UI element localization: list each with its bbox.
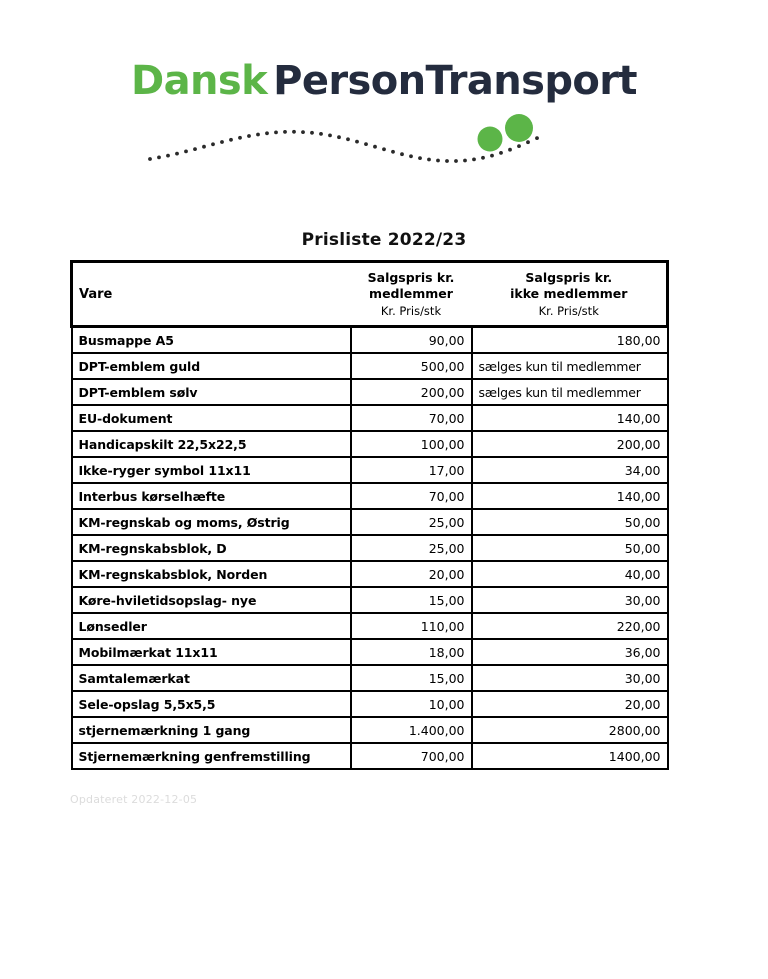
cell-item-name: EU-dokument: [72, 405, 351, 431]
column-header-member-line2: medlemmer: [369, 285, 453, 301]
column-header-vare-label: Vare: [79, 286, 113, 302]
cell-member-price: 10,00: [351, 691, 472, 717]
column-header-member-unit: Kr. Pris/stk: [380, 303, 442, 318]
cell-item-name: KM-regnskabsblok, Norden: [72, 561, 351, 587]
table-row: [72, 587, 668, 613]
cell-member-price: 200,00: [351, 379, 472, 405]
column-header-member-price: [351, 262, 472, 327]
table-row: [72, 431, 668, 457]
cell-member-price: 70,00: [351, 405, 472, 431]
cell-nonmember-price: 36,00: [472, 639, 668, 665]
table-head: [72, 262, 668, 327]
cell-nonmember-price: 200,00: [472, 431, 668, 457]
cell-item-name: Sele-opslag 5,5x5,5: [72, 691, 351, 717]
table-header-row: [72, 262, 668, 327]
table-row: [72, 561, 668, 587]
cell-member-price: 15,00: [351, 665, 472, 691]
column-header-nonmember-line1: Salgspris kr.: [525, 269, 613, 285]
table-row: [72, 743, 668, 769]
table-row: [72, 379, 668, 405]
cell-member-price: 25,00: [351, 535, 472, 561]
cell-item-name: Lønsedler: [72, 613, 351, 639]
cell-nonmember-price: 220,00: [472, 613, 668, 639]
cell-nonmember-price: 30,00: [472, 665, 668, 691]
cell-item-name: Samtalemærkat: [72, 665, 351, 691]
cell-item-name: Stjernemærkning genfremstilling: [72, 743, 351, 769]
dotted-wave-icon: [148, 113, 548, 177]
cell-item-name: stjernemærkning 1 gang: [72, 717, 351, 743]
cell-nonmember-price: 40,00: [472, 561, 668, 587]
column-header-nonmember-price: [472, 262, 668, 327]
cell-member-price: 20,00: [351, 561, 472, 587]
green-circle-icon: [505, 114, 533, 142]
table-row: [72, 327, 668, 354]
cell-item-name: Handicapskilt 22,5x22,5: [72, 431, 351, 457]
cell-nonmember-price: 20,00: [472, 691, 668, 717]
cell-nonmember-price: 30,00: [472, 587, 668, 613]
cell-nonmember-price: 50,00: [472, 535, 668, 561]
green-circle-icon: [478, 127, 503, 152]
logo-word-dansk: Dansk: [131, 58, 268, 104]
cell-member-price: 700,00: [351, 743, 472, 769]
cell-member-price: 17,00: [351, 457, 472, 483]
column-header-member-line1: Salgspris kr.: [367, 269, 455, 285]
cell-item-name: KM-regnskabsblok, D: [72, 535, 351, 561]
brand-logo: [0, 58, 768, 178]
cell-member-price: 1.400,00: [351, 717, 472, 743]
cell-member-price: 18,00: [351, 639, 472, 665]
cell-member-price: 15,00: [351, 587, 472, 613]
cell-nonmember-price: 140,00: [472, 405, 668, 431]
cell-item-name: Mobilmærkat 11x11: [72, 639, 351, 665]
cell-nonmember-price: 1400,00: [472, 743, 668, 769]
price-list-table-container: [70, 260, 666, 770]
logo-word-person: Person: [273, 58, 426, 104]
table-row: [72, 691, 668, 717]
column-header-nonmember-unit: Kr. Pris/stk: [538, 303, 599, 318]
updated-timestamp: Opdateret 2022-12-05: [70, 793, 198, 806]
cell-item-name: Busmappe A5: [72, 327, 351, 354]
table-row: [72, 483, 668, 509]
cell-nonmember-price: 50,00: [472, 509, 668, 535]
cell-item-name: Interbus kørselhæfte: [72, 483, 351, 509]
cell-item-name: DPT-emblem sølv: [72, 379, 351, 405]
cell-item-name: DPT-emblem guld: [72, 353, 351, 379]
table-row: [72, 717, 668, 743]
cell-nonmember-note: sælges kun til medlemmer: [472, 353, 668, 379]
cell-member-price: 25,00: [351, 509, 472, 535]
cell-item-name: Køre-hviletidsopslag- nye: [72, 587, 351, 613]
cell-member-price: 90,00: [351, 327, 472, 354]
column-header-nonmember-line2: ikke medlemmer: [510, 285, 628, 301]
cell-member-price: 70,00: [351, 483, 472, 509]
cell-member-price: 110,00: [351, 613, 472, 639]
table-row: [72, 639, 668, 665]
table-row: [72, 613, 668, 639]
logo-word-transport: Transport: [425, 58, 637, 104]
cell-nonmember-price: 2800,00: [472, 717, 668, 743]
page-title: Prisliste 2022/23: [301, 230, 467, 250]
table-row: [72, 457, 668, 483]
cell-item-name: Ikke-ryger symbol 11x11: [72, 457, 351, 483]
logo-wordmark: [0, 58, 768, 104]
table-row: [72, 353, 668, 379]
table-row: [72, 535, 668, 561]
cell-nonmember-price: 34,00: [472, 457, 668, 483]
cell-member-price: 500,00: [351, 353, 472, 379]
cell-member-price: 100,00: [351, 431, 472, 457]
cell-nonmember-price: 180,00: [472, 327, 668, 354]
column-header-vare: [72, 262, 351, 327]
cell-nonmember-note: sælges kun til medlemmer: [472, 379, 668, 405]
table-body: [72, 327, 668, 770]
table-row: [72, 509, 668, 535]
cell-item-name: KM-regnskab og moms, Østrig: [72, 509, 351, 535]
cell-nonmember-price: 140,00: [472, 483, 668, 509]
price-list-table: [70, 260, 669, 770]
table-row: [72, 405, 668, 431]
table-row: [72, 665, 668, 691]
